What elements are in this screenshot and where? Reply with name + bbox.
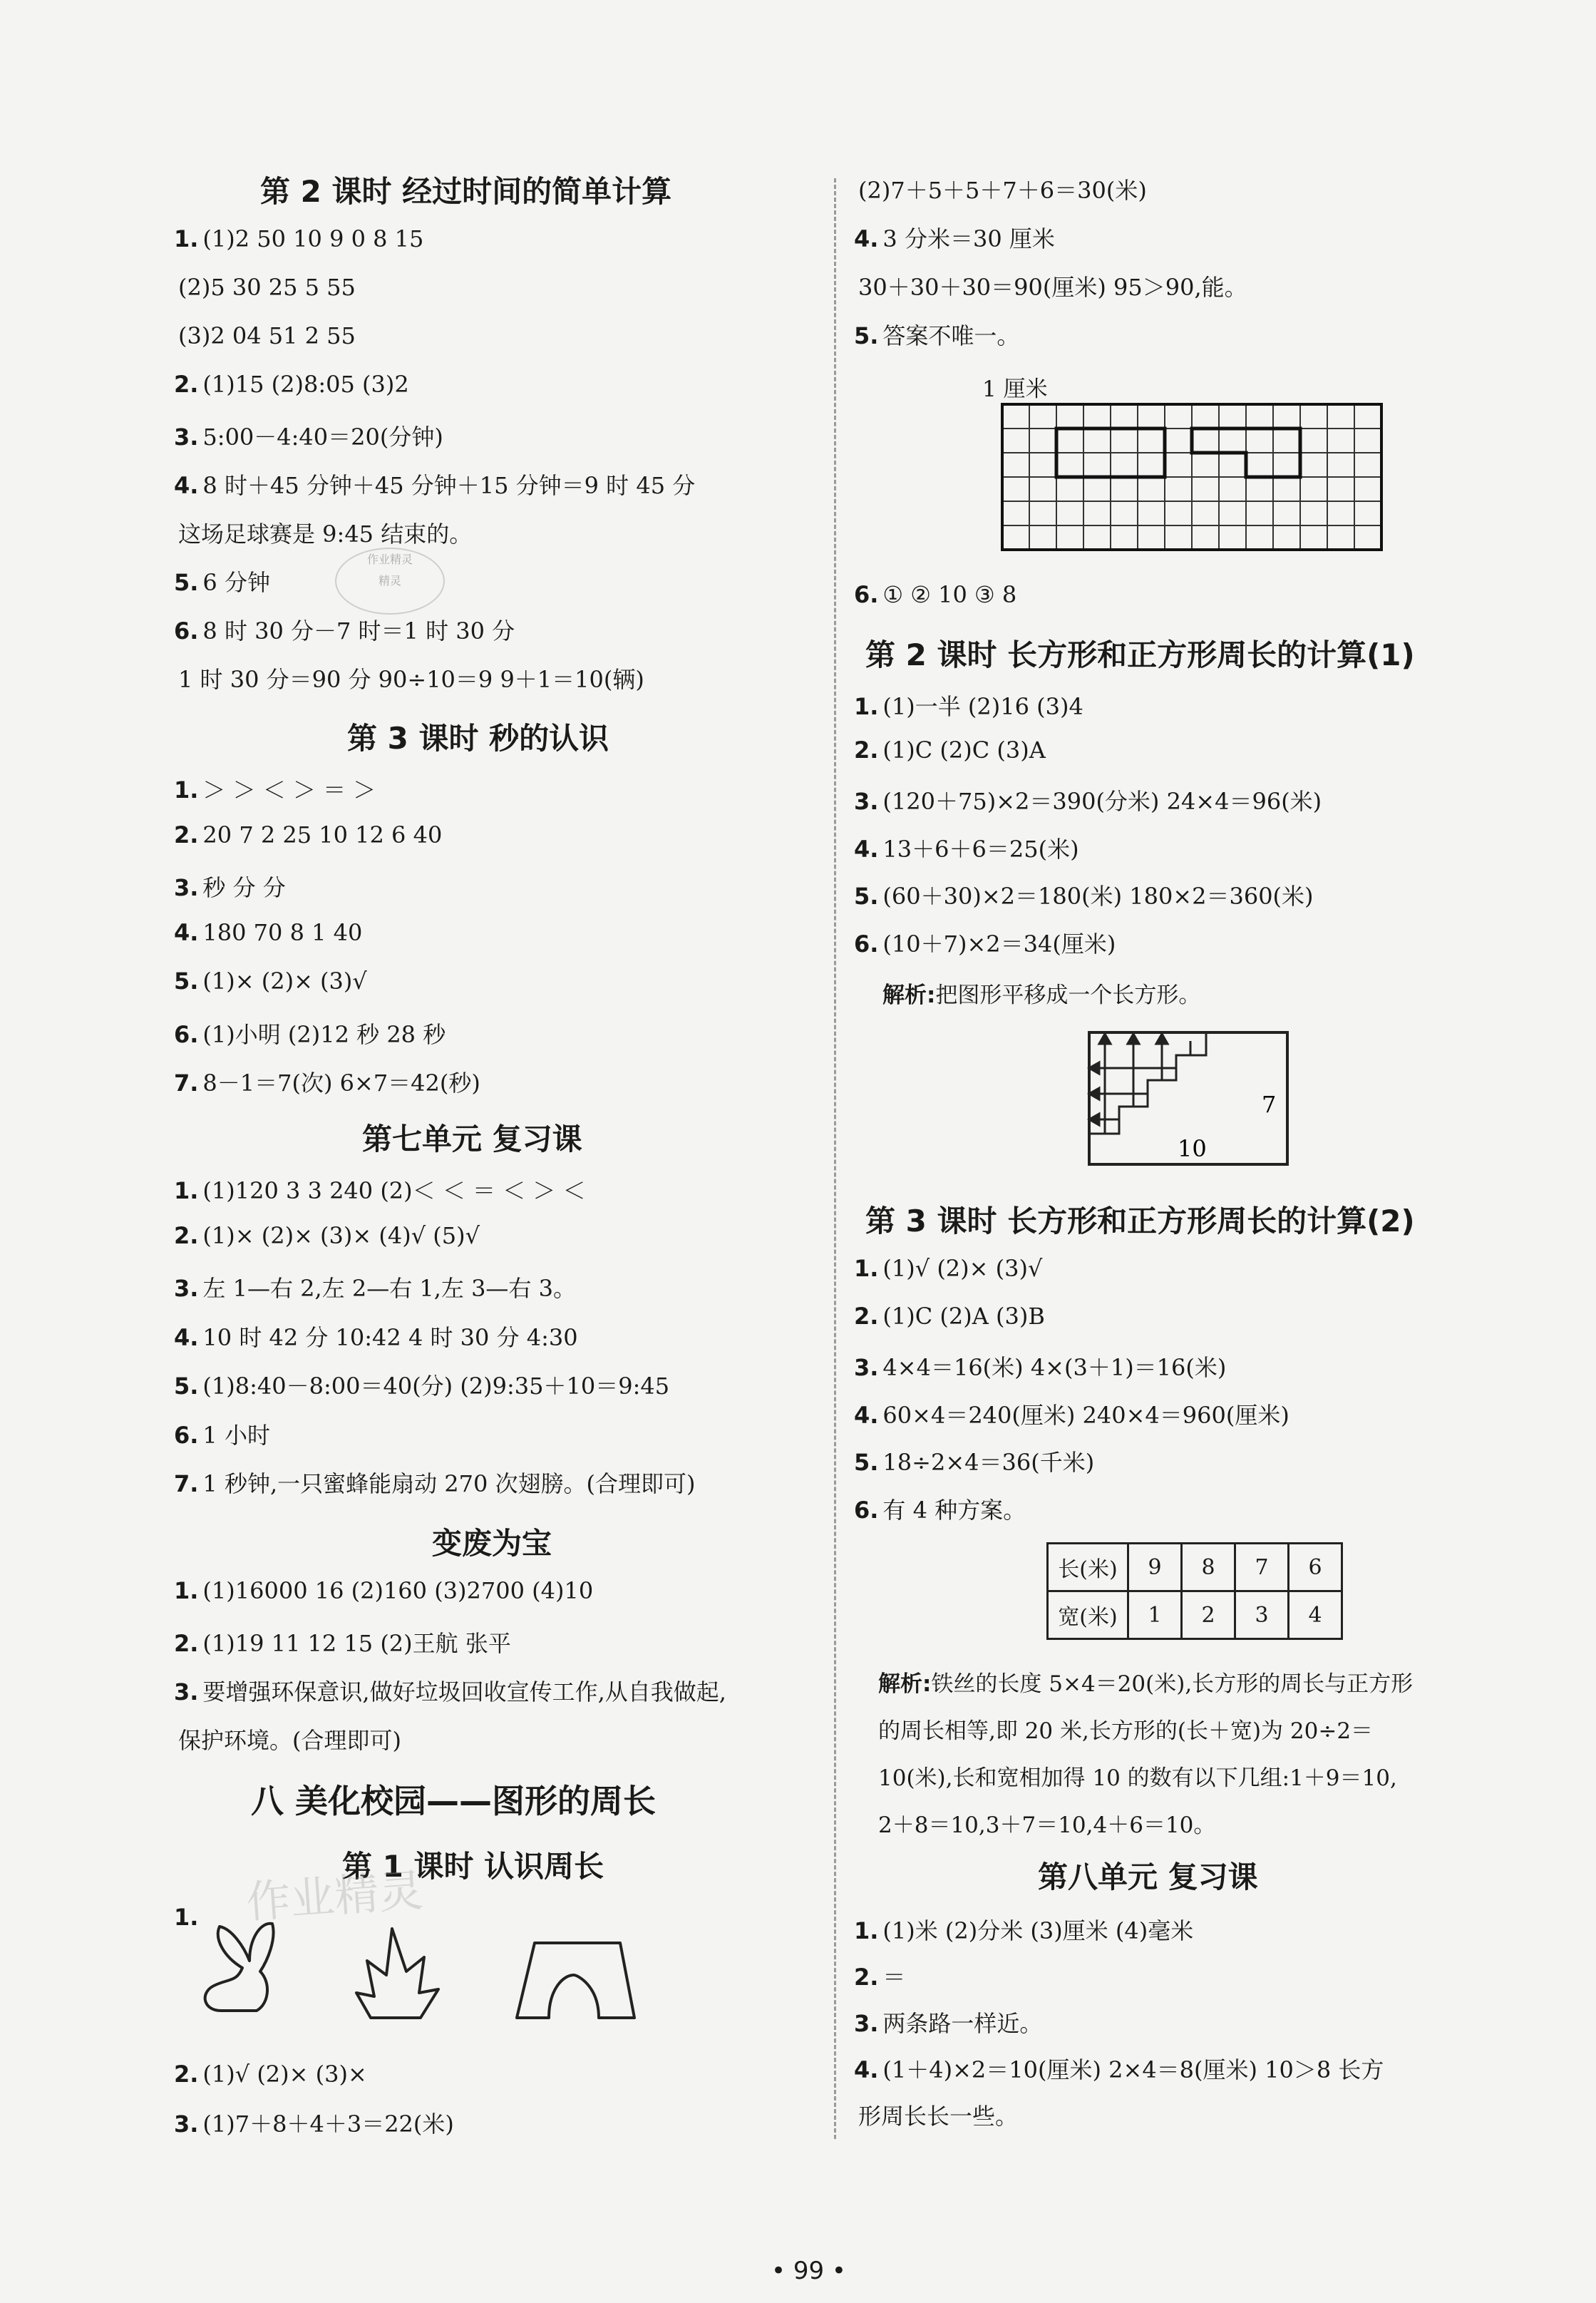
question-number: 5. xyxy=(174,1373,199,1400)
analysis-note: 解析:把图形平移成一个长方形。 xyxy=(882,983,1201,1008)
square-grid-figure xyxy=(1001,403,1400,560)
question-number: 1. xyxy=(854,693,879,720)
answer-text: 60×4＝240(厘米) 240×4＝960(厘米) xyxy=(882,1402,1289,1429)
question-number: 6. xyxy=(174,1021,199,1048)
section-title-seconds: 第 3 课时 秒的认识 xyxy=(347,721,609,756)
table-header-length: 长(米) xyxy=(1048,1544,1128,1591)
answer-text: (1＋4)×2＝10(厘米) 2×4＝8(厘米) 10＞8 长方 xyxy=(882,2056,1384,2083)
answer-line xyxy=(854,878,1314,911)
staircase-figure xyxy=(1083,1027,1297,1176)
answer-line xyxy=(174,1577,593,1604)
question-number: 6. xyxy=(174,1422,199,1449)
analysis-note-line: 的周长相等,即 20 米,长方形的(长＋宽)为 20÷2＝ xyxy=(878,1718,1374,1744)
answer-text: 保护环境。(合理即可) xyxy=(178,1727,401,1754)
staircase-height-label: 7 xyxy=(1262,1091,1277,1118)
answer-text: (1)15 (2)8:05 (3)2 xyxy=(202,371,409,398)
question-number: 4. xyxy=(854,225,879,252)
answer-text: 答案不唯一。 xyxy=(882,322,1020,349)
question-number: 2. xyxy=(854,1964,879,1991)
question-number: 3. xyxy=(174,874,199,901)
answer-line xyxy=(854,737,1046,764)
section-title-unit7-review: 第七单元 复习课 xyxy=(362,1122,582,1156)
question-number: 3. xyxy=(174,1678,199,1706)
question-number: 1. xyxy=(854,1255,879,1282)
table-cell: 7 xyxy=(1235,1544,1289,1591)
answer-line xyxy=(854,2098,1018,2131)
question-number: 4. xyxy=(174,472,199,499)
question-number: 2. xyxy=(174,1630,199,1657)
question-number: 5. xyxy=(854,322,879,349)
answer-line xyxy=(174,1723,401,1755)
answer-text: (1)√ (2)× (3)√ xyxy=(882,1255,1043,1282)
answer-text: (3)2 04 51 2 55 xyxy=(178,322,356,349)
answer-text: 13＋6＋6＝25(米) xyxy=(882,836,1079,863)
answer-line xyxy=(174,2061,367,2088)
answer-line xyxy=(174,613,515,646)
answer-text: 8－1＝7(次) 6×7＝42(秒) xyxy=(202,1070,480,1097)
answer-text: (1)C (2)C (3)A xyxy=(882,737,1046,764)
answer-line xyxy=(854,2052,1384,2085)
answer-line xyxy=(854,1397,1289,1430)
answer-line xyxy=(854,784,1322,816)
answer-line xyxy=(854,318,1019,351)
answer-text: (1)7＋8＋4＋3＝22(米) xyxy=(202,2110,454,2138)
question-number: 2. xyxy=(854,737,879,764)
section-title-perimeter-calc-1: 第 2 课时 长方形和正方形周长的计算(1) xyxy=(865,637,1415,672)
question-number: 3. xyxy=(174,424,199,451)
analysis-note-line: 10(米),长和宽相加得 10 的数有以下几组:1＋9＝10, xyxy=(878,1765,1397,1791)
answer-text: 秒 分 分 xyxy=(202,874,286,901)
unit-title-perimeter: 八 美化校园——图形的周长 xyxy=(251,1782,657,1820)
answer-text: (120＋75)×2＝390(分米) 24×4＝96(米) xyxy=(882,788,1322,815)
question-number: 3. xyxy=(854,2010,879,2037)
analysis-note-label: 解析:铁丝的长度 5×4＝20(米),长方形的周长与正方形 xyxy=(878,1671,1414,1697)
answer-text: 6 分钟 xyxy=(202,569,270,596)
answer-text: (1)C (2)A (3)B xyxy=(882,1303,1045,1330)
question-number: 2. xyxy=(174,2061,199,2088)
answer-text: (1)√ (2)× (3)× xyxy=(202,2061,367,2088)
answer-text: (1)19 11 12 15 (2)王航 张平 xyxy=(202,1630,511,1657)
question-number: 7. xyxy=(174,1470,199,1497)
answer-line xyxy=(174,2106,454,2139)
answer-text: (1)8:40－8:00＝40(分) (2)9:35＋10＝9:45 xyxy=(202,1373,670,1400)
question-number: 6. xyxy=(854,1497,879,1524)
answer-line xyxy=(174,662,644,694)
question-number: 4. xyxy=(854,836,879,863)
question-number: 3. xyxy=(854,1354,879,1381)
dimension-table xyxy=(1046,1542,1343,1640)
answer-text: 这场足球赛是 9:45 结束的。 xyxy=(178,520,473,548)
answer-line xyxy=(174,1320,578,1353)
answer-text: (1)一半 (2)16 (3)4 xyxy=(882,693,1083,720)
table-cell: 8 xyxy=(1182,1544,1235,1591)
answer-line xyxy=(174,225,423,252)
answer-line xyxy=(174,1173,586,1206)
question-number: 6. xyxy=(854,930,879,958)
answer-text: 1 秒钟,一只蜜蜂能扇动 270 次翅膀。(合理即可) xyxy=(202,1470,696,1497)
answer-text: 4×4＝16(米) 4×(3＋1)＝16(米) xyxy=(882,1354,1227,1381)
answer-line xyxy=(854,1255,1042,1282)
answer-text: (1)2 50 10 9 0 8 15 xyxy=(202,225,424,252)
answer-text: 左 1—右 2,左 2—右 1,左 3—右 3。 xyxy=(202,1275,576,1302)
answer-text: ① ② 10 ③ 8 xyxy=(882,581,1017,608)
answer-line xyxy=(174,274,356,301)
question-number: 5. xyxy=(174,968,199,995)
table-row xyxy=(1048,1544,1342,1591)
answer-text: 1 小时 xyxy=(202,1422,270,1449)
answer-text: 8 时 30 分－7 时＝1 时 30 分 xyxy=(202,617,515,645)
section-title-perimeter-calc-2: 第 3 课时 长方形和正方形周长的计算(2) xyxy=(865,1204,1415,1238)
answer-text: (2)7＋5＋5＋7＋6＝30(米) xyxy=(858,177,1147,204)
answer-line xyxy=(174,371,409,398)
answer-line xyxy=(854,831,1079,864)
answer-line xyxy=(174,516,472,549)
answer-text: (1)× (2)× (3)× (4)√ (5)√ xyxy=(202,1222,480,1249)
answer-line xyxy=(854,2006,1042,2038)
answer-text: 有 4 种方案。 xyxy=(882,1497,1026,1524)
question-number: 5. xyxy=(854,1449,879,1476)
answer-line xyxy=(174,322,356,349)
question-number: 1. xyxy=(174,776,199,804)
answer-text: (60＋30)×2＝180(米) 180×2＝360(米) xyxy=(882,883,1314,910)
section-title-unit8-review: 第八单元 复习课 xyxy=(1038,1860,1258,1894)
question-number: 2. xyxy=(174,1222,199,1249)
answer-line xyxy=(854,173,1147,205)
question-number: 4. xyxy=(174,1324,199,1351)
answer-line xyxy=(174,565,270,597)
answer-text: 30＋30＋30＝90(厘米) 95＞90,能。 xyxy=(858,274,1247,301)
answer-text: 180 70 8 1 40 xyxy=(202,919,363,946)
answer-line xyxy=(174,1017,446,1050)
answer-line xyxy=(174,772,376,805)
outline-shapes-figure xyxy=(192,1918,649,2025)
table-cell: 9 xyxy=(1128,1544,1182,1591)
table-cell: 2 xyxy=(1182,1591,1235,1639)
answer-text: (10＋7)×2＝34(厘米) xyxy=(882,930,1116,958)
answer-text: ＝ xyxy=(882,1964,906,1991)
column-divider xyxy=(834,178,836,2139)
answer-line xyxy=(174,419,443,452)
question-number: 2. xyxy=(854,1303,879,1330)
answer-line xyxy=(854,1350,1226,1383)
answer-line xyxy=(854,1959,905,1992)
answer-line xyxy=(854,1913,1193,1946)
answer-line xyxy=(174,468,695,501)
answer-line xyxy=(854,689,1083,722)
question-number: 1. xyxy=(854,1917,879,1944)
answer-text: 要增强环保意识,做好垃圾回收宣传工作,从自我做起, xyxy=(202,1678,726,1706)
answer-line xyxy=(174,1674,726,1707)
question-number: 2. xyxy=(174,371,199,398)
watermark-text: 作业精灵 xyxy=(244,1864,425,1929)
answer-line xyxy=(174,1222,480,1249)
question-number: 3. xyxy=(174,1275,199,1302)
answer-line xyxy=(854,221,1055,254)
answer-text: 两条路一样近。 xyxy=(882,2010,1043,2037)
table-cell: 4 xyxy=(1289,1591,1342,1639)
page-number: • 99 • xyxy=(771,2257,846,2285)
analysis-note-line: 2＋8＝10,3＋7＝10,4＋6＝10。 xyxy=(878,1812,1216,1838)
table-cell: 6 xyxy=(1289,1544,1342,1591)
answer-line xyxy=(174,919,362,946)
answer-text: (1)× (2)× (3)√ xyxy=(202,968,367,995)
answer-text: ＞ ＞ ＜ ＞ ＝ ＞ xyxy=(202,776,376,804)
answer-line xyxy=(174,1417,270,1450)
question-number: 6. xyxy=(174,617,199,645)
question-number: 3. xyxy=(854,788,879,815)
question-number: 4. xyxy=(854,1402,879,1429)
answer-text: (2)5 30 25 5 55 xyxy=(178,274,356,301)
question-number: 7. xyxy=(174,1070,199,1097)
answer-line xyxy=(174,1368,669,1401)
answer-line xyxy=(174,1271,576,1303)
answer-text: 形周长长一些。 xyxy=(858,2103,1019,2130)
table-cell: 1 xyxy=(1128,1591,1182,1639)
question-number: 1. xyxy=(174,1577,199,1604)
question-number: 3. xyxy=(174,2110,199,2138)
section-title-perimeter-intro: 第 1 课时 认识周长 xyxy=(342,1849,604,1884)
table-header-width: 宽(米) xyxy=(1048,1591,1128,1639)
answer-line xyxy=(174,870,286,903)
answer-line xyxy=(854,1445,1094,1477)
table-cell: 3 xyxy=(1235,1591,1289,1639)
question-number: 4. xyxy=(174,919,199,946)
answer-text: (1)16000 16 (2)160 (3)2700 (4)10 xyxy=(202,1577,594,1604)
answer-text: 5:00－4:40＝20(分钟) xyxy=(202,424,443,451)
answer-text: 18÷2×4＝36(千米) xyxy=(882,1449,1095,1476)
answer-line xyxy=(174,821,442,848)
answer-line xyxy=(174,1065,480,1098)
stamp-watermark: 作业精灵 精灵 xyxy=(335,548,445,615)
question-number: 1. xyxy=(174,225,199,252)
question-number: 5. xyxy=(174,569,199,596)
answer-line xyxy=(854,581,1016,608)
answer-text: 1 时 30 分＝90 分 90÷10＝9 9＋1＝10(辆) xyxy=(178,666,644,693)
question-number: 5. xyxy=(854,883,879,910)
answer-line xyxy=(854,926,1116,959)
question-number: 2. xyxy=(174,821,199,848)
answer-text: 3 分米＝30 厘米 xyxy=(882,225,1055,252)
section-title-elapsed-time: 第 2 课时 经过时间的简单计算 xyxy=(260,174,672,209)
rabbit-outline xyxy=(205,1924,274,2011)
question-number: 6. xyxy=(854,581,879,608)
arch-outline xyxy=(517,1943,634,2018)
answer-line xyxy=(174,968,367,995)
grid-scale-label: 1 厘米 xyxy=(982,376,1048,402)
section-title-recycling: 变废为宝 xyxy=(432,1526,552,1561)
table-row xyxy=(1048,1591,1342,1639)
answer-text: 10 时 42 分 10:42 4 时 30 分 4:30 xyxy=(202,1324,578,1351)
answer-text: (1)120 3 3 240 (2)＜ ＜ ＝ ＜ ＞ ＜ xyxy=(202,1177,586,1204)
answer-text: (1)小明 (2)12 秒 28 秒 xyxy=(202,1021,446,1048)
question-number: 1. xyxy=(174,1904,199,1931)
answer-text: (1)米 (2)分米 (3)厘米 (4)毫米 xyxy=(882,1917,1194,1944)
answer-text: 8 时＋45 分钟＋45 分钟＋15 分钟＝9 时 45 分 xyxy=(202,472,696,499)
question-number: 4. xyxy=(854,2056,879,2083)
answer-text: 20 7 2 25 10 12 6 40 xyxy=(202,821,443,848)
leaf-outline xyxy=(356,1929,438,2018)
answer-line xyxy=(174,1626,511,1658)
answer-line xyxy=(854,270,1247,302)
answer-line xyxy=(854,1492,1026,1525)
question-number: 1. xyxy=(174,1177,199,1204)
staircase-width-label: 10 xyxy=(1178,1135,1207,1162)
answer-line xyxy=(174,1466,696,1499)
answer-line xyxy=(854,1303,1045,1330)
